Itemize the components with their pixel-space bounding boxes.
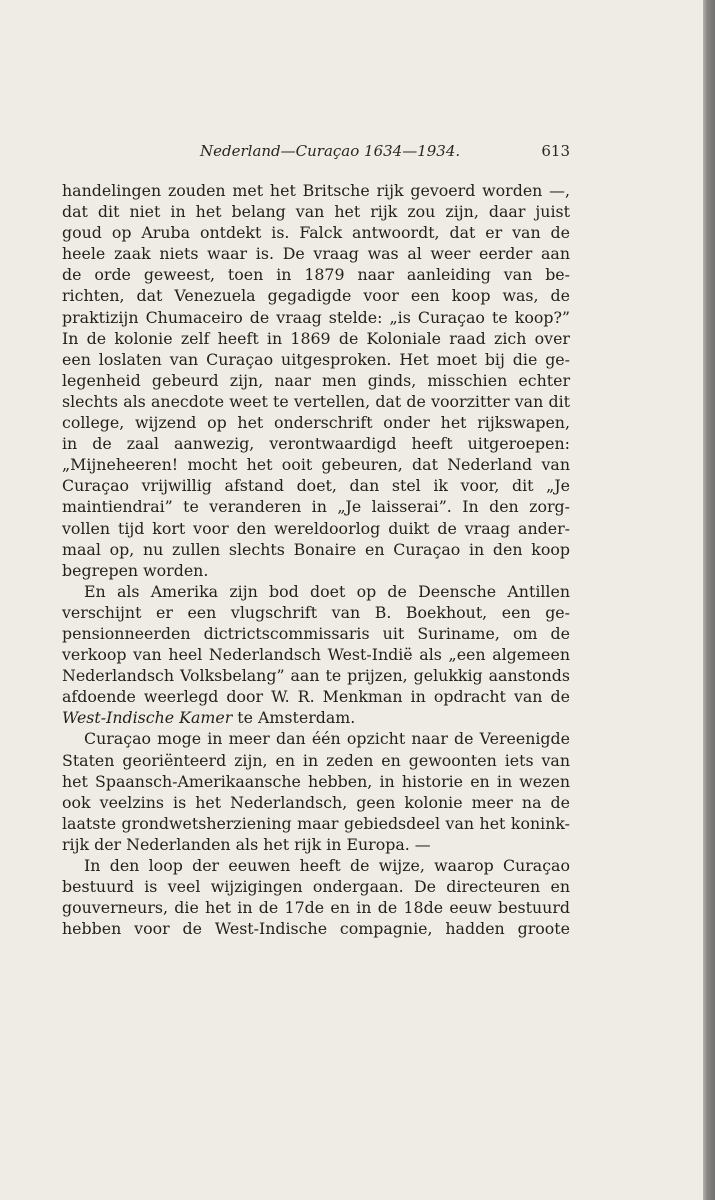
- text-line: slechts als anecdote weet te vertellen, dat de voorzitter van dit: [62, 391, 570, 411]
- text-line: het Spaansch-Amerikaansche hebben, in historie en in wezen: [62, 771, 570, 791]
- text-line: handelingen zouden met het Britsche rijk gevoerd worden —,: [62, 181, 570, 200]
- text-line: Nederlandsch Volksbelang” aan te prijzen, gelukkig aanstonds: [62, 666, 570, 686]
- text-line: in de zaal aanwezig, verontwaardigd heeft uitgeroepen:: [62, 434, 570, 454]
- page-edge-shadow: [703, 0, 715, 1200]
- text-line: „Mijneheeren! mocht het ooit gebeuren, dat Nederland van: [62, 455, 570, 475]
- text-line: In den loop der eeuwen heeft de wijze, waarop Curaçao: [84, 856, 570, 875]
- text-line: In de kolonie zelf heeft in 1869 de Koloniale raad zich over: [62, 328, 570, 348]
- text-line: Curaçao vrijwillig afstand doet, dan stel ik voor, dit „Je: [62, 476, 570, 496]
- text-line: Staten georiënteerd zijn, en in zeden en gewoonten iets van: [62, 750, 570, 770]
- text-line: college, wijzend op het onderschrift onder het rijkswapen,: [62, 413, 570, 433]
- text-line: maal op, nu zullen slechts Bonaire en Curaçao in den koop: [62, 539, 570, 559]
- text-line: bestuurd is veel wijzigingen ondergaan. De directeuren en: [62, 877, 570, 897]
- text-line: afdoende weerlegd door W. R. Menkman in opdracht van de: [62, 687, 570, 707]
- text-line: verkoop van heel Nederlandsch West-Indië als „een algemeen: [62, 645, 570, 665]
- text-line: richten, dat Venezuela gegadigde voor een koop was, de: [62, 286, 570, 306]
- text-line: praktizijn Chumaceiro de vraag stelde: „is Curaçao te koop?”: [62, 307, 570, 327]
- text-line: verschijnt er een vlugschrift van B. Boekhout, een ge-: [62, 602, 570, 622]
- text-line: pensionneerden dictrictscommissaris uit Suriname, om de: [62, 623, 570, 643]
- text-line: [62, 707, 570, 728]
- text-line: heele zaak niets waar is. De vraag was al weer eerder aan: [62, 244, 570, 264]
- text-line: dat dit niet in het belang van het rijk zou zijn, daar juist: [62, 202, 570, 222]
- italic-phrase: West-Indische Kamer: [62, 708, 233, 728]
- text-line: maintiendrai” te veranderen in „Je laisserai”. In den zorg-: [62, 497, 570, 517]
- text-line: begrepen worden.: [62, 560, 209, 580]
- text-line: vollen tijd kort voor den wereldoorlog duikt de vraag ander-: [62, 518, 570, 538]
- text-line: rijk der Nederlanden als het rijk in Europa. —: [62, 834, 431, 854]
- text-span: te Amsterdam.: [237, 708, 356, 728]
- body-text: [62, 180, 570, 939]
- text-line: hebben voor de West-Indische compagnie, hadden groote: [62, 919, 570, 939]
- text-line: Curaçao moge in meer dan één opzicht naar de Vereenigde: [84, 729, 570, 749]
- text-line: laatste grondwetsherziening maar gebiedsdeel van het konink-: [62, 813, 570, 833]
- text-line: gouverneurs, die het in de 17de en in de 18de eeuw bestuurd: [62, 898, 570, 918]
- text-line: goud op Aruba ontdekt is. Falck antwoordt, dat er van de: [62, 223, 570, 243]
- text-line: legenheid gebeurd zijn, naar men ginds, misschien echter: [62, 370, 570, 390]
- running-title: Nederland—Curaçao 1634—1934.: [200, 142, 461, 160]
- text-line: een loslaten van Curaçao uitgesproken. Het moet bij die ge-: [62, 349, 570, 369]
- text-line: En als Amerika zijn bod doet op de Deensche Antillen: [84, 581, 570, 601]
- page-number: 613: [541, 142, 570, 160]
- text-line: de orde geweest, toen in 1879 naar aanleiding van be-: [62, 265, 570, 285]
- page-header: [60, 142, 570, 164]
- text-line: ook veelzins is het Nederlandsch, geen kolonie meer na de: [62, 792, 570, 812]
